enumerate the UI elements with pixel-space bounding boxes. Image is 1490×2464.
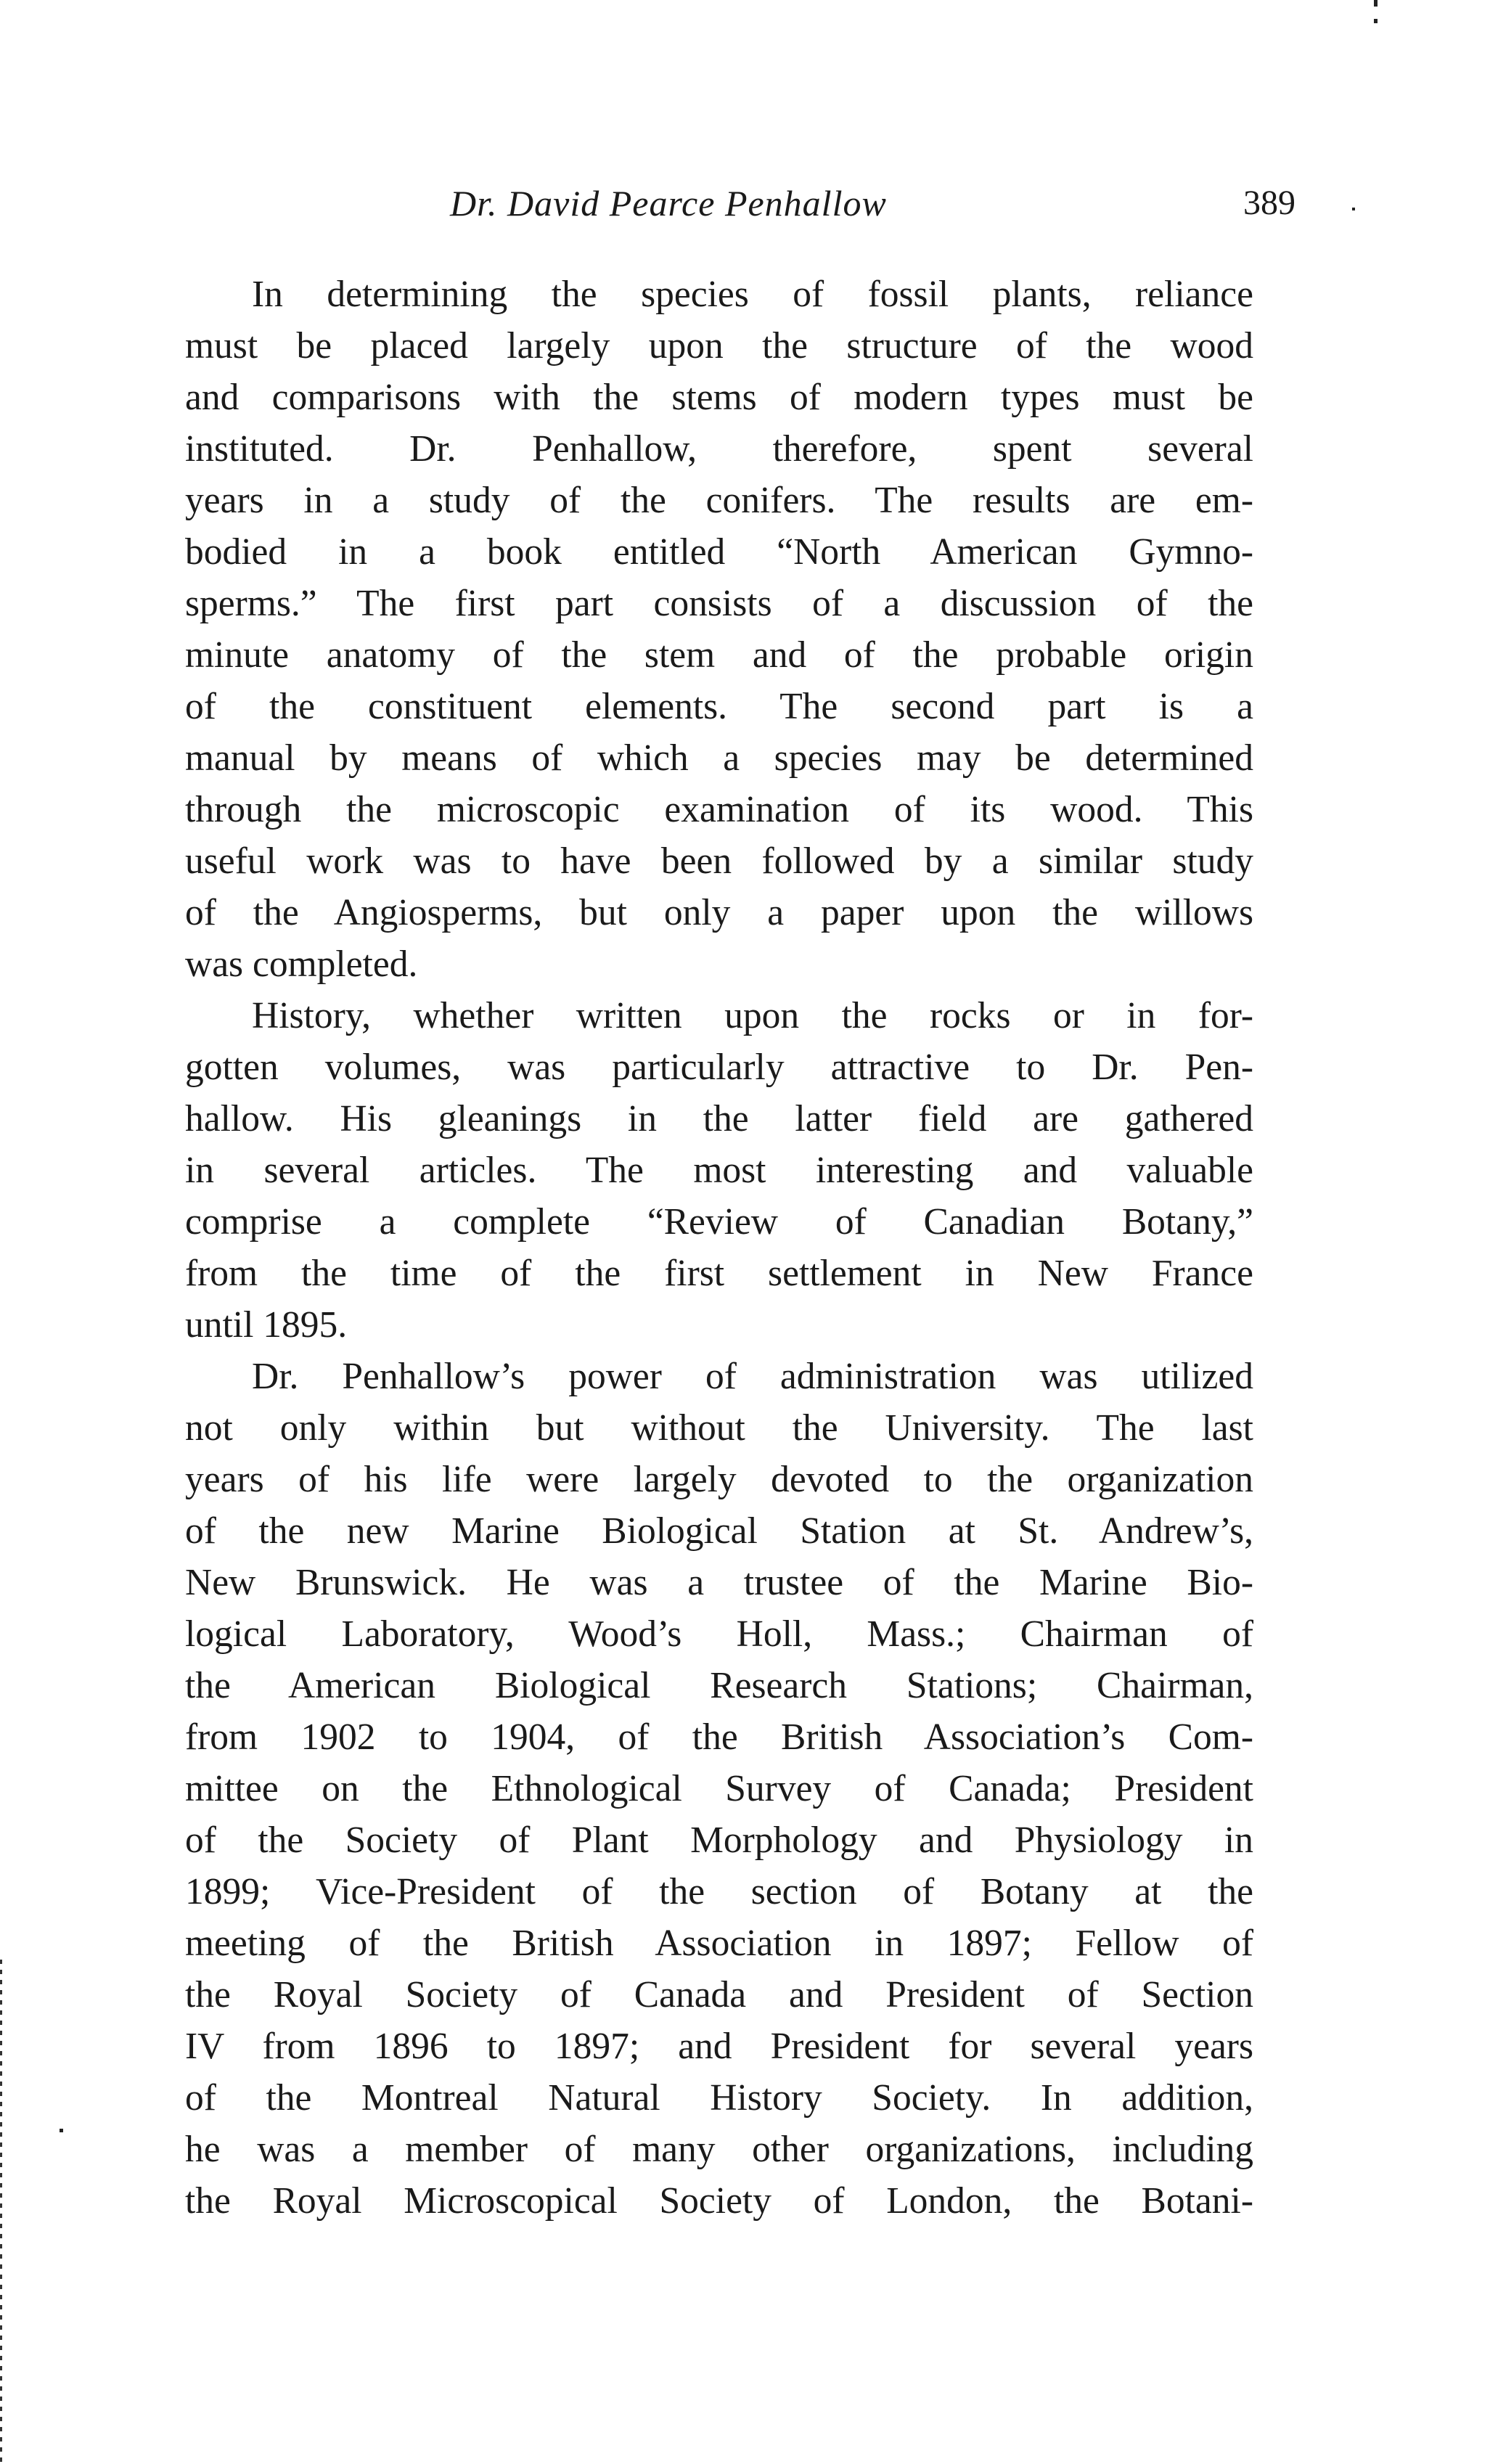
text-line: logical Laboratory, Wood’s Holl, Mass.; Chairman of <box>185 1613 1253 1655</box>
text-line: History, whether written upon the rocks or in for- <box>252 995 1253 1036</box>
text-line: he was a member of many other organizations, including <box>185 2129 1253 2170</box>
text-line: of the new Marine Biological Station at St. Andrew’s, <box>185 1510 1253 1552</box>
text-line: not only within but without the University. The last <box>185 1407 1253 1449</box>
text-line: instituted. Dr. Penhallow, therefore, spent several <box>185 428 1253 470</box>
text-line: comprise a complete “Review of Canadian Botany,” <box>185 1201 1253 1243</box>
scan-speck <box>1374 19 1378 23</box>
text-line: IV from 1896 to 1897; and President for several years <box>185 2026 1253 2067</box>
text-line: In determining the species of fossil plants, reliance <box>252 274 1253 315</box>
text-line: useful work was to have been followed by a similar study <box>185 840 1253 882</box>
text-line: through the microscopic examination of its wood. This <box>185 789 1253 830</box>
text-line: from 1902 to 1904, of the British Association’s Com- <box>185 1716 1253 1758</box>
scan-speck <box>60 2129 63 2132</box>
text-line: Dr. Penhallow’s power of administration was utilized <box>252 1356 1253 1397</box>
text-line: until 1895. <box>185 1304 348 1346</box>
text-line: must be placed largely upon the structure of the wood <box>185 325 1253 367</box>
text-line: of the constituent elements. The second part is a <box>185 686 1253 727</box>
text-line: hallow. His gleanings in the latter field are gathered <box>185 1098 1253 1139</box>
text-line: years in a study of the conifers. The results are em- <box>185 480 1253 521</box>
running-head <box>185 178 1295 229</box>
paragraph-fossil-plants <box>185 269 1253 990</box>
text-line: and comparisons with the stems of modern types must be <box>185 377 1253 418</box>
body-text <box>185 269 1253 2227</box>
paragraph-history <box>185 990 1253 1351</box>
text-line: in several articles. The most interesting and valuable <box>185 1150 1253 1191</box>
page-number: 389 <box>1243 184 1295 222</box>
text-line: manual by means of which a species may be determined <box>185 737 1253 779</box>
text-line: meeting of the British Association in 1897; Fellow of <box>185 1923 1253 1964</box>
text-line: the American Biological Research Stations; Chairman, <box>185 1665 1253 1706</box>
text-line: New Brunswick. He was a trustee of the Marine Bio- <box>185 1562 1253 1603</box>
running-title: Dr. David Pearce Penhallow <box>450 183 887 224</box>
text-line: years of his life were largely devoted to the organization <box>185 1459 1253 1500</box>
paragraph-administration <box>185 1351 1253 2227</box>
text-line: of the Montreal Natural History Society. In addition, <box>185 2077 1253 2119</box>
scan-speck <box>1352 208 1355 210</box>
text-line: from the time of the first settlement in New France <box>185 1253 1253 1294</box>
text-line: sperms.” The first part consists of a discussion of the <box>185 583 1253 624</box>
scan-speck <box>1374 0 1378 7</box>
text-line: bodied in a book entitled “North American Gymno- <box>185 531 1253 573</box>
text-line: the Royal Microscopical Society of London, the Botani- <box>185 2180 1253 2222</box>
text-line: mittee on the Ethnological Survey of Canada; President <box>185 1768 1253 1809</box>
text-line: gotten volumes, was particularly attractive to Dr. Pen- <box>185 1047 1253 1088</box>
text-line: of the Angiosperms, but only a paper upon the willows <box>185 892 1253 933</box>
text-line: 1899; Vice-President of the section of Botany at the <box>185 1871 1253 1912</box>
page-edge-shadow <box>0 1960 2 2464</box>
text-line: minute anatomy of the stem and of the probable origin <box>185 634 1253 676</box>
text-line: was completed. <box>185 944 418 985</box>
text-line: of the Society of Plant Morphology and Physiology in <box>185 1820 1253 1861</box>
text-line: the Royal Society of Canada and President of Section <box>185 1974 1253 2015</box>
